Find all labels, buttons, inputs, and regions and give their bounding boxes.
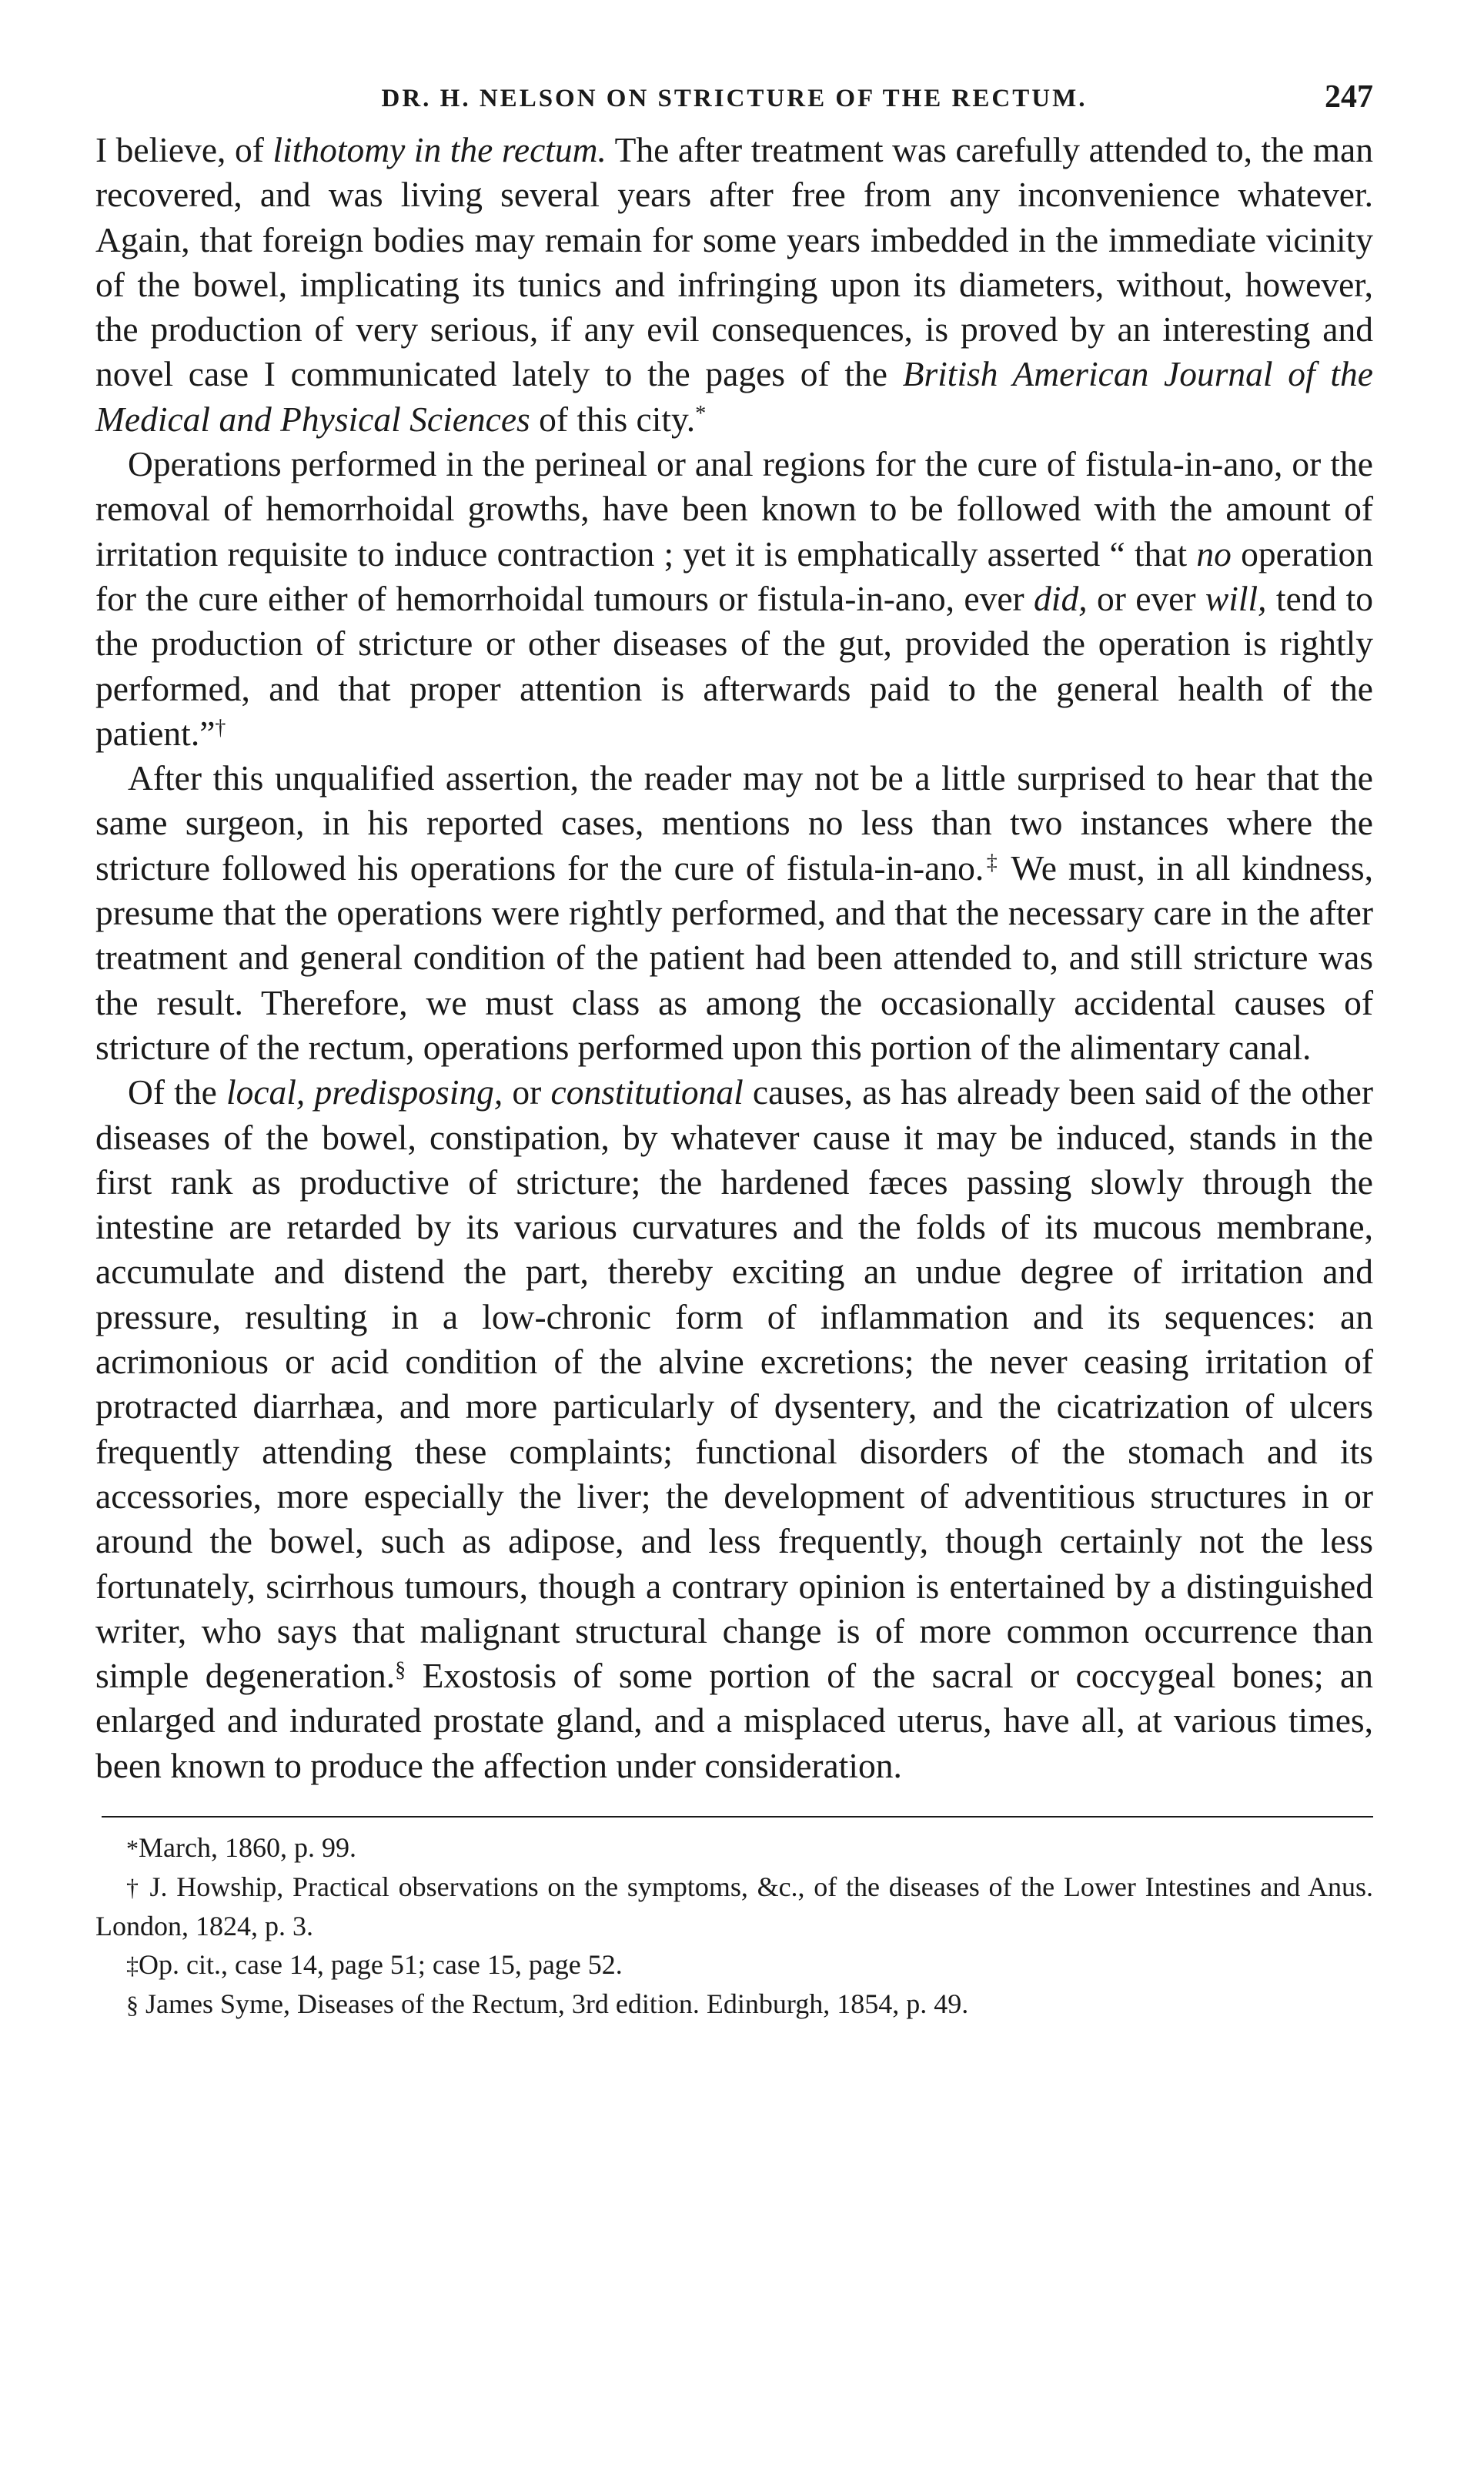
paragraph-1 <box>95 128 1373 442</box>
footnote-ref[interactable]: † <box>215 715 226 740</box>
italic-run: lithotomy in the rectum. <box>272 130 607 169</box>
footnote-text: James Syme, Diseases of the Rectum, 3rd edition. Edinburgh, 1854, p. 49. <box>145 1988 969 2019</box>
footnotes <box>95 1828 1373 2024</box>
footnote-mark: § <box>126 1990 139 2018</box>
text-run: Exostosis of some portion of the sacral or coccygeal bones; an enlarged and indurated prostate gland, and a misplaced uterus, have all, at various times, been known to produce the affection under consideration. <box>95 1656 1374 1785</box>
running-head <box>95 74 1373 128</box>
text-run: of this city. <box>530 399 696 439</box>
italic-run: no <box>1196 533 1232 574</box>
footnote-ref[interactable]: ‡ <box>984 850 1001 874</box>
footnote-text: J. Howship, Practical observations on the symptoms, &c., of the diseases of the Lower Intestines and Anus. London, 1824, p. 3. <box>95 1871 1374 1941</box>
italic-run: will, <box>1205 578 1267 618</box>
paragraph-2 <box>95 442 1373 756</box>
journal-title: British American Journal of the Medical and Physical Sciences <box>95 354 1373 439</box>
footnote-mark: * <box>126 1834 139 1862</box>
text-run: or <box>503 1072 551 1112</box>
footnote-text: Op. cit., case 14, page 51; case 15, page 52. <box>139 1948 623 1980</box>
paragraph-3 <box>95 756 1373 1070</box>
footnote-mark: † <box>126 1873 141 1901</box>
text-run: We must, in all kindness, presume that the operations were rightly performed, and that the necessary care in the after treatment and general condition of the patient had been attended to, and still stricture was the result. Therefore, we must class as among the occasionally accidental causes of stricture of the rectum, operations performed upon this portion of the alimentary canal. <box>95 848 1373 1067</box>
italic-run: did, <box>1034 578 1088 618</box>
footnote-ref[interactable]: * <box>695 401 707 426</box>
text-run: Of the <box>128 1072 226 1112</box>
text-run: I believe, of <box>95 130 273 169</box>
footnote-divider <box>102 1816 1373 1818</box>
text-run: operation for the cure either of hemorrhoidal tumours or fistula-in-ano, ever <box>95 533 1373 618</box>
footnote <box>95 1945 1373 1985</box>
text-run: causes, as has already been said of the other diseases of the bowel, constipation, by whatever cause it may be induced, stands in the first rank as productive of stricture; the hardened fæces passing slowly through the intestine are retarded by its various curvatures and the folds of its mucous membrane, accumulate and distend the part, thereby exciting an undue degree of irritation and pressure, resulting in a low-chronic form of inflammation and its sequences: an acrimonious or acid condition of the alvine excretions; the never ceasing irritation of protracted diarrhæa, and more particularly of dysentery, and the cicatrization of ulcers frequently attending these complaints; functional disorders of the stomach and its accessories, more especially the liver; the development of adventitious structures in or around the bowel, such as adipose, and less frequently, though certainly not the less fortunately, scirrhous tumours, though a contrary opinion is entertained by a distinguished writer, who says that malignant structural change is of more common occurrence than simple degeneration. <box>95 1072 1373 1696</box>
body-text <box>95 128 1373 1788</box>
running-title: DR. H. NELSON ON STRICTURE OF THE RECTUM. <box>381 85 1088 112</box>
footnote <box>95 1828 1373 1868</box>
text-run: Operations performed in the perineal or anal regions for the cure of fistula-in-ano, or the removal of hemorrhoidal growths, have been known to be followed with the amount of irritation requisite to induce contraction ; yet it is emphatically asserted “ that <box>95 444 1373 574</box>
italic-run: constitutional <box>550 1072 744 1112</box>
footnote-ref[interactable]: § <box>395 1658 406 1683</box>
text-run: After this unqualified assertion, the reader may not be a little surprised to hear that the same surgeon, in his reported cases, mentions no less than two instances where the stricture followed his operations for the cure of fistula-in-ano. <box>95 758 1373 888</box>
footnote <box>95 1985 1373 2024</box>
footnote <box>95 1868 1373 1945</box>
italic-run: local, predisposing, <box>226 1072 503 1112</box>
page-number: 247 <box>1325 79 1373 115</box>
paragraph-4 <box>95 1070 1373 1788</box>
text-run: or ever <box>1087 578 1205 618</box>
text-run: tend to the production of stricture or other diseases of the gut, provided the operation is rightly performed, and that proper attention is afterwards paid to the general health of the patient.” <box>95 578 1374 753</box>
footnote-mark: ‡ <box>126 1951 139 1979</box>
document-page <box>95 74 1373 2024</box>
text-run: The after treatment was carefully attended to, the man recovered, and was living several years after free from any inconvenience whatever. Again, that foreign bodies may remain for some years imbedded in the immediate vicinity of the bowel, implicating its tunics and infringing upon its diameters, without, however, the production of very serious, if any evil consequences, is proved by an interesting and novel case I communicated lately to the pages of the <box>95 130 1373 394</box>
footnote-text: March, 1860, p. 99. <box>139 1831 356 1863</box>
